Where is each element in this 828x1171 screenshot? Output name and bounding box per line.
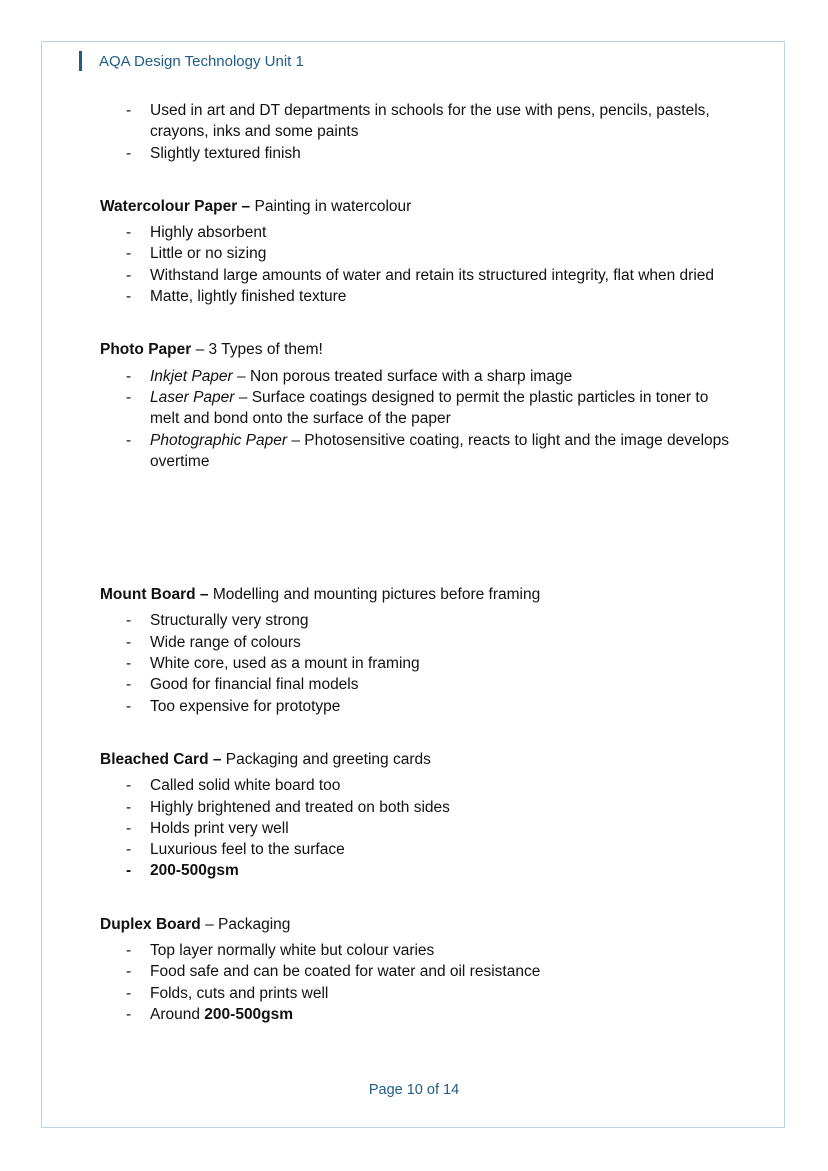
list-item: - Little or no sizing xyxy=(100,243,740,264)
list-item: - Highly brightened and treated on both sides xyxy=(100,797,740,818)
list-item xyxy=(100,387,740,430)
term: Photographic Paper xyxy=(150,431,288,449)
watercolour-list xyxy=(100,222,740,307)
section-title: Duplex Board xyxy=(100,915,201,933)
header-title: AQA Design Technology Unit 1 xyxy=(99,52,304,70)
list-item: - Luxurious feel to the surface xyxy=(100,839,740,860)
section-heading xyxy=(100,339,740,360)
section-subtitle: Packaging xyxy=(218,915,291,933)
list-item: - Withstand large amounts of water and retain its structured integrity, flat when dried xyxy=(100,265,740,286)
list-item xyxy=(100,366,740,387)
section-watercolour xyxy=(100,196,740,307)
list-item: - Holds print very well xyxy=(100,818,740,839)
section-title: Mount Board xyxy=(100,586,196,604)
mount-board-list xyxy=(100,610,740,716)
section-photo-paper xyxy=(100,339,740,472)
page-number: Page 10 of 14 xyxy=(368,1082,460,1098)
section-heading xyxy=(100,584,740,605)
bleached-card-list xyxy=(100,775,740,881)
term-description: Surface coatings designed to permit the plastic particles in toner to melt and bond onto the surface of the paper xyxy=(150,388,709,428)
list-item: - Food safe and can be coated for water and oil resistance xyxy=(100,961,740,982)
list-item: - Top layer normally white but colour varies xyxy=(100,940,740,961)
section-heading xyxy=(100,749,740,770)
list-item-gsm xyxy=(100,1004,740,1025)
list-item: - Called solid white board too xyxy=(100,775,740,796)
list-item: - Good for financial final models xyxy=(100,674,740,695)
section-bleached-card xyxy=(100,749,740,882)
intro-list xyxy=(100,100,740,164)
section-dash: – xyxy=(208,750,226,768)
list-item: - Slightly textured finish xyxy=(100,143,740,164)
gsm-value: 200-500gsm xyxy=(204,1005,294,1023)
term-description: Non porous treated surface with a sharp image xyxy=(249,367,573,385)
section-subtitle: 3 Types of them! xyxy=(208,341,323,359)
page-header xyxy=(79,50,304,72)
list-item xyxy=(100,430,740,473)
section-dash: – xyxy=(195,586,213,604)
term-description: Photosensitive coating, reacts to light and the image develops overtime xyxy=(150,431,730,470)
term-dash: – xyxy=(287,431,305,449)
section-subtitle: Modelling and mounting pictures before framing xyxy=(212,586,541,604)
header-accent-bar xyxy=(79,51,82,71)
list-item: - Wide range of colours xyxy=(100,632,740,653)
list-item: - Too expensive for prototype xyxy=(100,696,740,717)
photo-paper-list xyxy=(100,366,740,472)
section-dash: – xyxy=(237,197,255,215)
document-body xyxy=(100,100,740,1025)
section-title: Watercolour Paper xyxy=(100,197,238,215)
gsm-prefix: Around xyxy=(150,1005,205,1023)
list-item: - Structurally very strong xyxy=(100,610,740,631)
section-dash: – xyxy=(191,341,209,359)
section-dash: – xyxy=(200,915,218,933)
section-duplex-board xyxy=(100,914,740,1025)
list-item: - Used in art and DT departments in schools for the use with pens, pencils, pastels, crayons, inks and some paints xyxy=(100,100,740,143)
term: Inkjet Paper xyxy=(150,367,233,385)
list-item: - White core, used as a mount in framing xyxy=(100,653,740,674)
duplex-board-list xyxy=(100,940,740,1025)
section-title: Bleached Card xyxy=(100,750,209,768)
section-subtitle: Painting in watercolour xyxy=(254,197,412,215)
list-item: - Folds, cuts and prints well xyxy=(100,983,740,1004)
term-dash: – xyxy=(232,367,250,385)
section-title: Photo Paper xyxy=(100,341,192,359)
list-item: - Matte, lightly finished texture xyxy=(100,286,740,307)
term-dash: – xyxy=(234,388,252,406)
section-subtitle: Packaging and greeting cards xyxy=(225,750,431,768)
section-mount-board xyxy=(100,584,740,717)
section-heading xyxy=(100,914,740,935)
list-item: - Highly absorbent xyxy=(100,222,740,243)
term: Laser Paper xyxy=(150,388,235,406)
section-heading xyxy=(100,196,740,217)
list-item-gsm: - 200-500gsm xyxy=(100,860,740,881)
